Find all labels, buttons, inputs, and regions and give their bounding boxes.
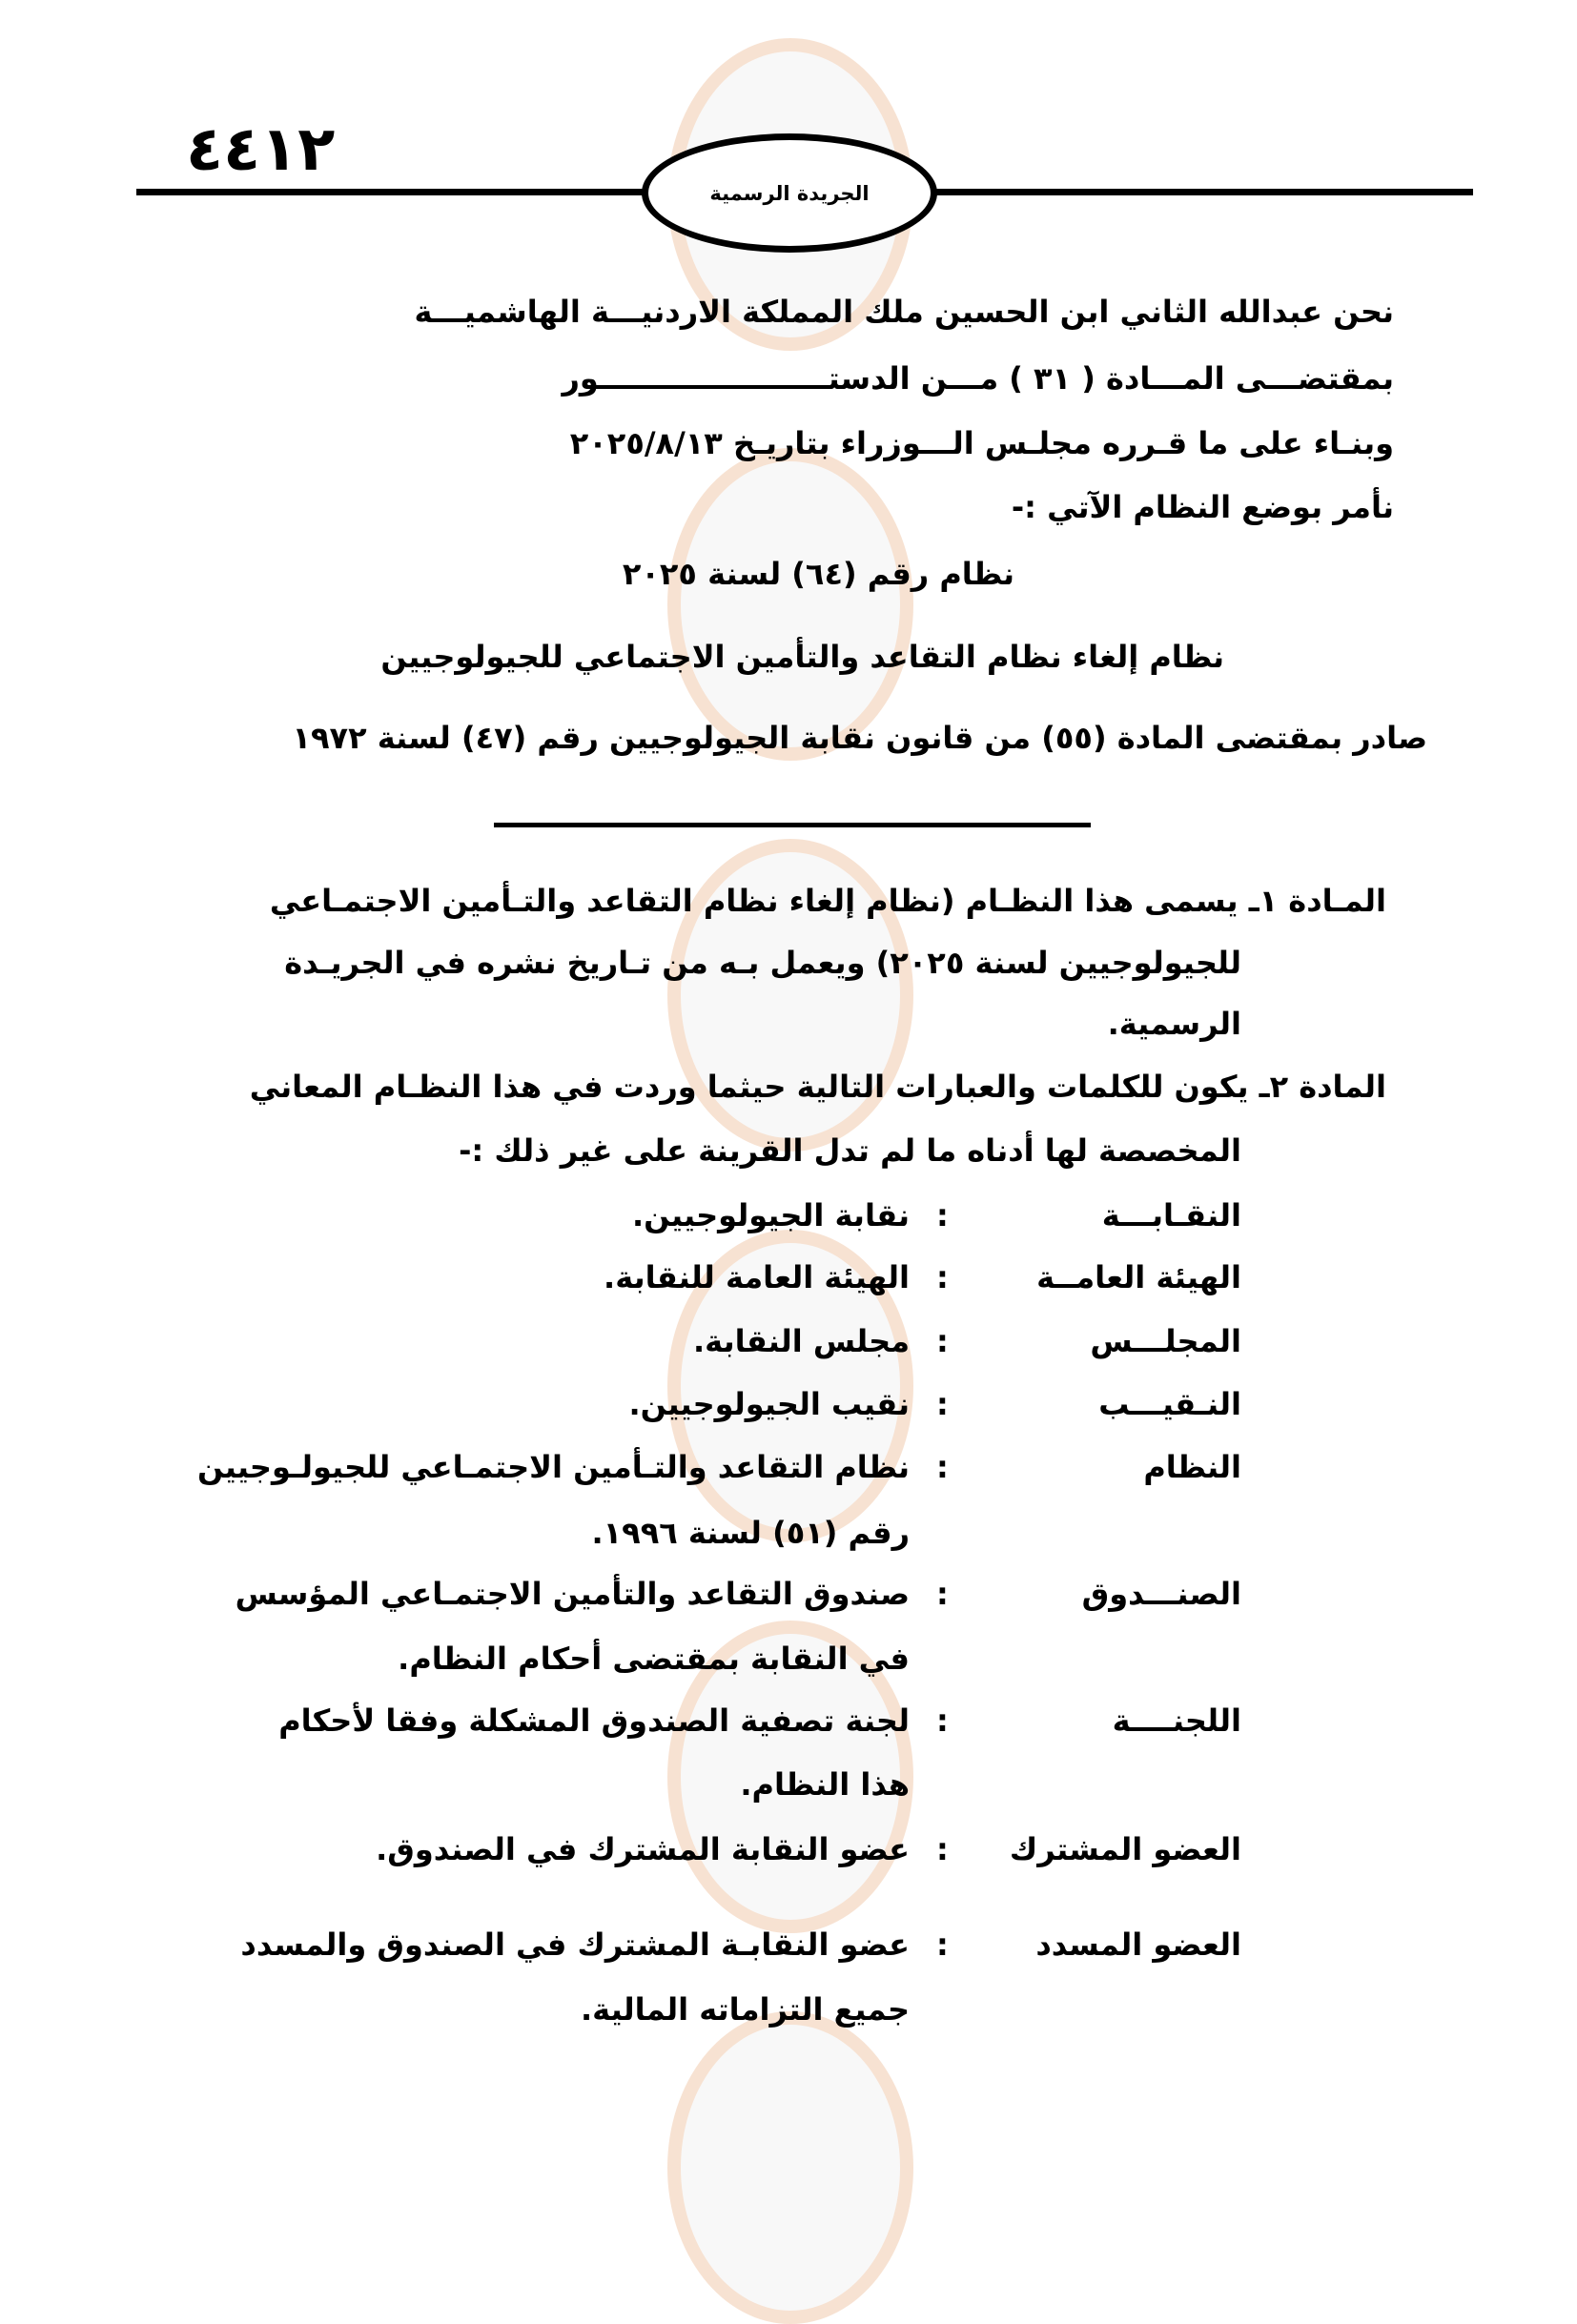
gazette-seal (642, 133, 937, 253)
definition-term: النـقيـــب (1098, 1386, 1241, 1422)
watermark-clock (667, 2011, 913, 2324)
preamble-line: نأمر بوضع النظام الآتي :- (1011, 489, 1394, 525)
section-divider (494, 823, 1091, 827)
definition-text: هذا النظام. (740, 1766, 910, 1803)
article-2-line: المخصصة لها أدناه ما لم تدل القرينة على غير ذلك :- (459, 1132, 1241, 1169)
definition-colon: : (936, 1702, 949, 1739)
definition-colon: : (936, 1386, 949, 1422)
preamble-line: نحن عبدالله الثاني ابن الحسين ملك المملكة الاردنيـــة الهاشميـــة (414, 294, 1394, 330)
watermark-clock (667, 448, 913, 761)
regulation-name: نظام إلغاء نظام التقاعد والتأمين الاجتماعي للجيولوجيين (380, 639, 1224, 675)
article-2-line: المادة ٢ـ يكون للكلمات والعبارات التالية حيثما وردت في هذا النظـام المعاني (249, 1069, 1386, 1105)
definition-term: الصنـــدوق (1081, 1576, 1241, 1612)
article-1-line: المـادة ١ـ يسمى هذا النظـام (نظام إلغاء نظام التقاعد والتـأمين الاجتمـاعي (269, 883, 1386, 919)
definition-term: النظام (1143, 1449, 1241, 1485)
definition-colon: : (936, 1197, 949, 1233)
definition-text: نظام التقاعد والتـأمين الاجتمـاعي للجيولـوجيين (196, 1449, 910, 1485)
definition-text: عضو النقابـة المشترك في الصندوق والمسدد (240, 1926, 910, 1963)
article-1-line: للجيولوجيين لسنة ٢٠٢٥) ويعمل بـه من تـاريخ نشره في الجريـدة (284, 945, 1241, 981)
definition-term: اللجنــــة (1112, 1702, 1241, 1739)
definition-text: الهيئة العامة للنقابة. (604, 1259, 910, 1295)
definition-colon: : (936, 1449, 949, 1485)
regulation-number: نظام رقم (٦٤) لسنة ٢٠٢٥ (622, 556, 1014, 592)
definition-colon: : (936, 1576, 949, 1612)
definition-colon: : (936, 1323, 949, 1359)
issued-under: صادر بمقتضى المادة (٥٥) من قانون نقابة الجيولوجيين رقم (٤٧) لسنة ١٩٧٢ (292, 720, 1427, 756)
definition-term: النقـابـــة (1101, 1197, 1241, 1233)
definition-colon: : (936, 1259, 949, 1295)
definition-term: العضو المشترك (1009, 1831, 1241, 1867)
definition-text: في النقابة بمقتضى أحكام النظام. (398, 1641, 910, 1677)
definition-term: الهيئة العامــة (1036, 1259, 1241, 1295)
definition-colon: : (936, 1926, 949, 1963)
gazette-name: الجريدة الرسمية (709, 181, 870, 205)
definition-text: مجلس النقابة. (693, 1323, 910, 1359)
definition-text: نقيب الجيولوجيين. (628, 1386, 910, 1422)
definition-text: جميع التزاماته المالية. (581, 1991, 910, 2028)
definition-text: نقابة الجيولوجيين. (631, 1197, 910, 1233)
definition-text: صندوق التقاعد والتأمين الاجتمـاعي المؤسس (235, 1576, 910, 1612)
page-number: ٤٤١٢ (186, 114, 336, 185)
definition-text: لجنة تصفية الصندوق المشكلة وفقا لأحكام (278, 1702, 910, 1739)
article-1-line: الرسمية. (1107, 1006, 1241, 1042)
definition-text: رقم (٥١) لسنة ١٩٩٦. (591, 1515, 910, 1551)
preamble-line: وبنـاء على ما قـرره مجلـس الـــوزراء بتاريـخ ٢٠٢٥/٨/١٣ (569, 425, 1394, 461)
definition-term: العضو المسدد (1035, 1926, 1241, 1963)
definition-term: المجلـــس (1090, 1323, 1241, 1359)
preamble-line: بمقتضـــى المـــادة ( ٣١ ) مـــن الدستــــــــــــــــــــــور (562, 360, 1394, 397)
definition-text: عضو النقابة المشترك في الصندوق. (376, 1831, 910, 1867)
definition-colon: : (936, 1831, 949, 1867)
